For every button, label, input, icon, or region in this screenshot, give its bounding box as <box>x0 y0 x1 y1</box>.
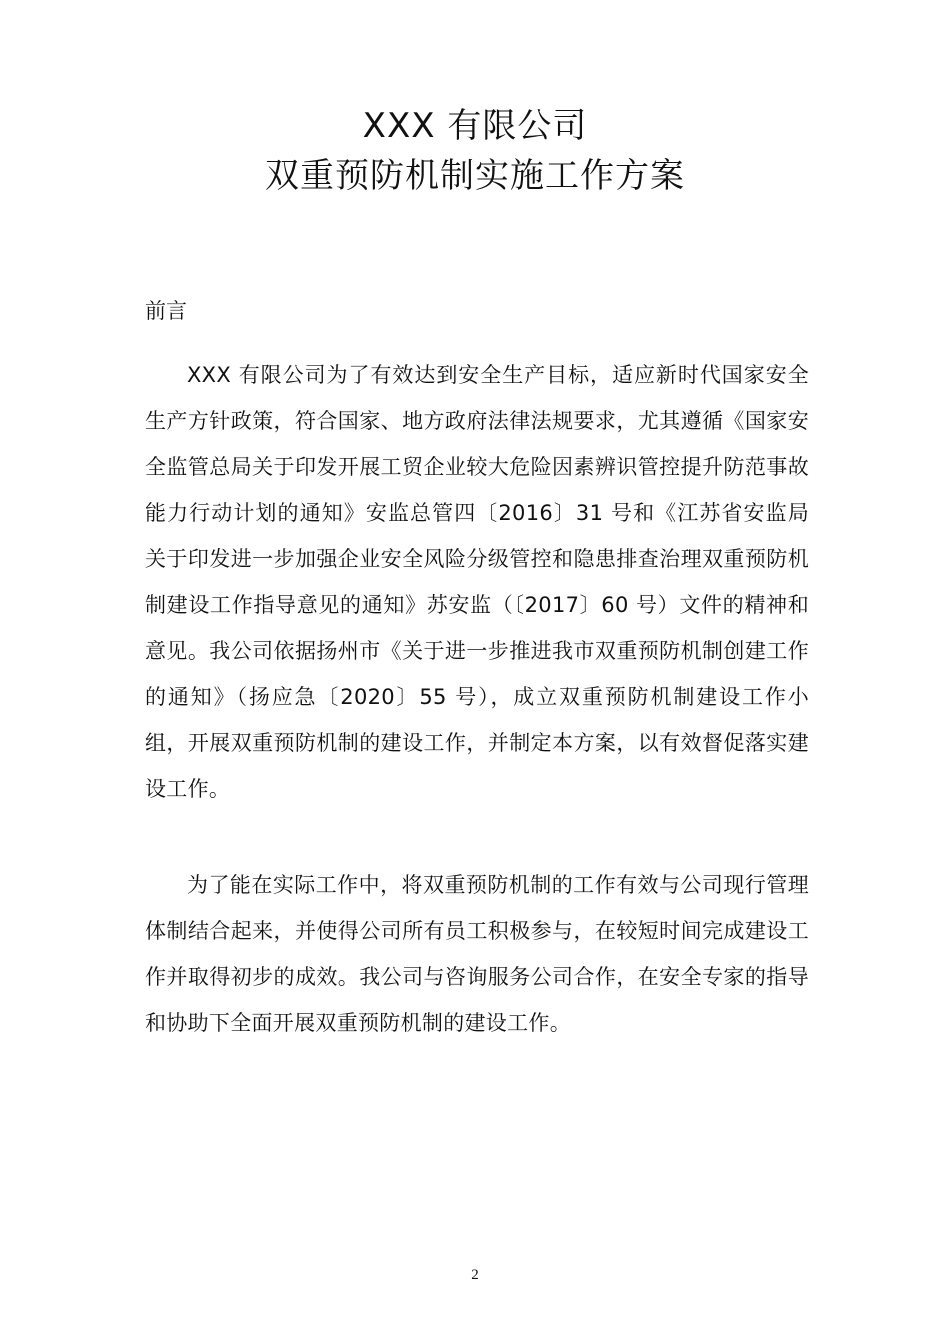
page-number: 2 <box>471 1267 479 1283</box>
body-paragraph-1: XXX 有限公司为了有效达到安全生产目标，适应新时代国家安全生产方针政策，符合国家、地方政府法律法规要求，尤其遵循《国家安全监管总局关于印发开展工贸企业较大危险因素辨识管控提升防范事故能力行动计划的通知》安监总管四〔2016〕31 号和《江苏省安监局关于印发进一步加强企业安全风险分级管控和隐患排查治理双重预防机制建设工作指导意见的通知》苏安监（〔2017〕60 号）文件的精神和意见。我公司依据扬州市《关于进一步推进我市双重预防机制创建工作的通知》（扬应急〔2020〕55 号），成立双重预防机制建设工作小组，开展双重预防机制的建设工作，并制定本方案，以有效督促落实建设工作。 <box>145 363 809 801</box>
body-paragraph-2: 为了能在实际工作中，将双重预防机制的工作有效与公司现行管理体制结合起来，并使得公司所有员工积极参与，在较短时间完成建设工作并取得初步的成效。我公司与咨询服务公司合作，在安全专家的指导和协助下全面开展双重预防机制的建设工作。 <box>145 873 809 1035</box>
document-title-line-1: XXX 有限公司 <box>362 106 588 146</box>
section-heading-preface: 前言 <box>145 299 187 323</box>
document-title-line-2: 双重预防机制实施工作方案 <box>265 156 685 196</box>
